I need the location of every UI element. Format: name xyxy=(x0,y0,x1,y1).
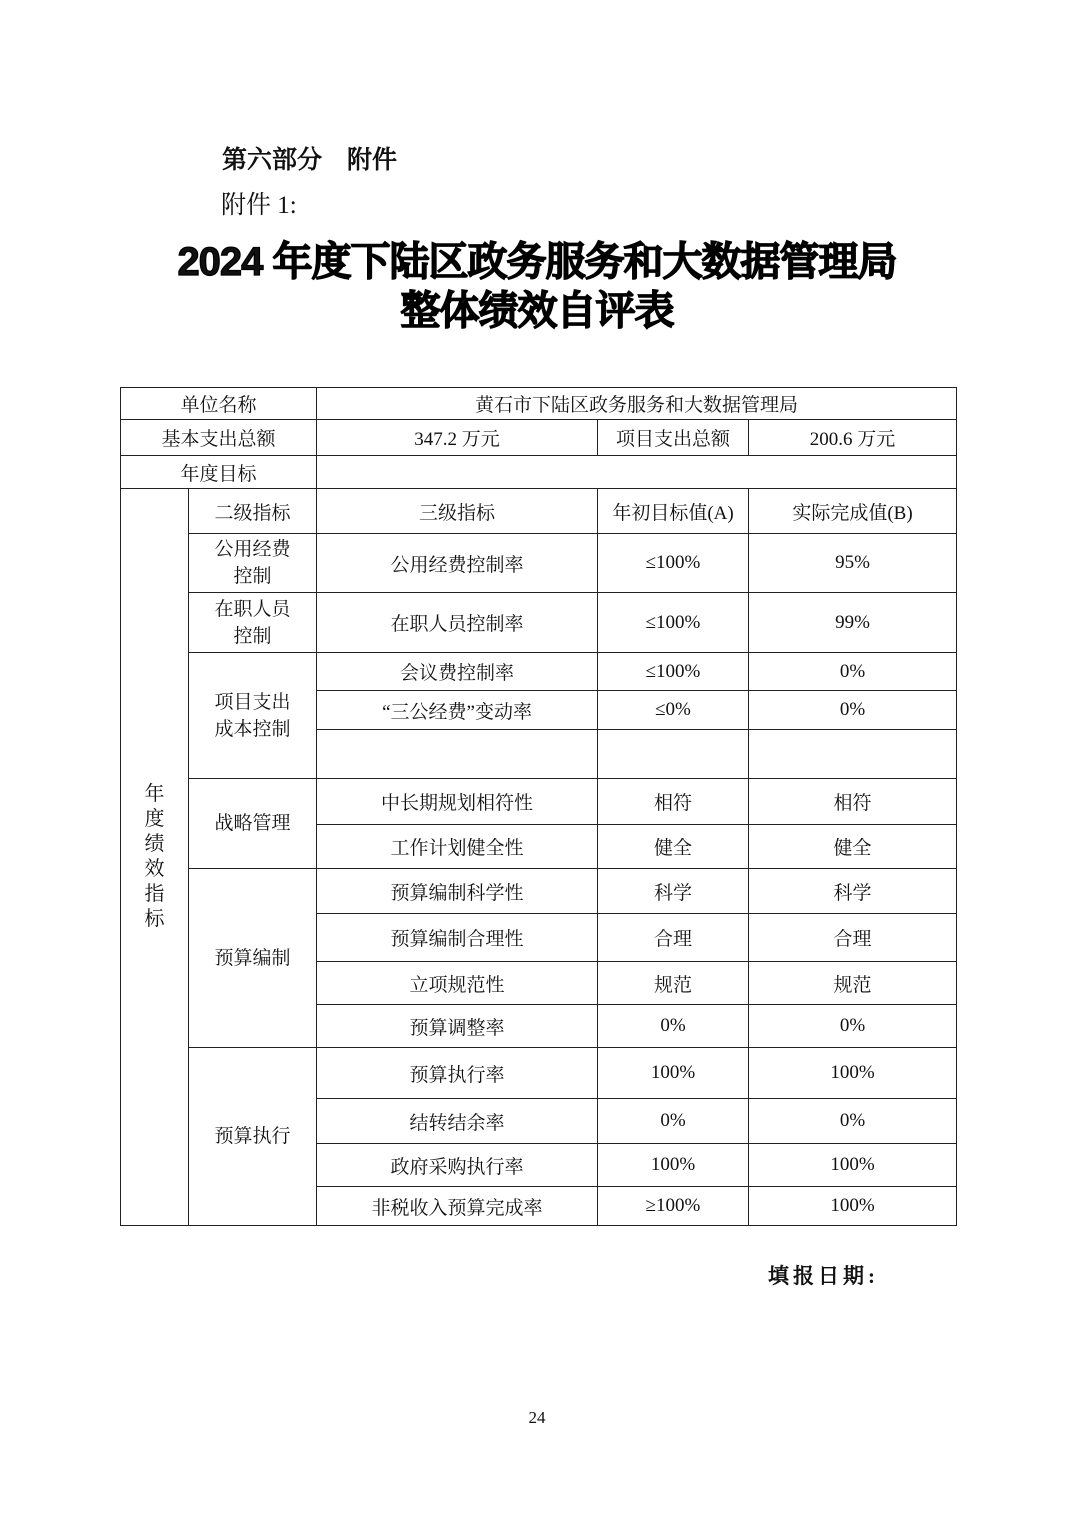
group-strategy-management: 战略管理 xyxy=(189,779,317,869)
self-evaluation-table xyxy=(120,387,957,1226)
unit-name-value: 黄石市下陆区政务服务和大数据管理局 xyxy=(317,388,957,420)
table-row xyxy=(121,388,957,420)
unit-name-label: 单位名称 xyxy=(121,388,317,420)
indicator-label: 立项规范性 xyxy=(317,962,598,1005)
target-value: 0% xyxy=(598,1099,749,1144)
page-number: 24 xyxy=(528,1408,546,1427)
attachment-label: 附件 1: xyxy=(221,192,297,219)
actual-value: 规范 xyxy=(749,962,957,1005)
empty-cell xyxy=(749,730,957,779)
actual-value: 合理 xyxy=(749,914,957,962)
table-row xyxy=(121,779,957,825)
actual-value: 99% xyxy=(749,593,957,653)
indicator-label: 在职人员控制率 xyxy=(317,593,598,653)
fill-date-label: 填报日期: xyxy=(768,1264,879,1288)
indicator-label: 工作计划健全性 xyxy=(317,825,598,869)
indicator-label: 预算编制合理性 xyxy=(317,914,598,962)
indicator-label: “三公经费”变动率 xyxy=(317,691,598,730)
indicator-label: 预算调整率 xyxy=(317,1005,598,1048)
target-value: 合理 xyxy=(598,914,749,962)
actual-value: 科学 xyxy=(749,869,957,914)
target-value: 规范 xyxy=(598,962,749,1005)
target-value: ≥100% xyxy=(598,1187,749,1226)
actual-value: 0% xyxy=(749,653,957,691)
indicator-label: 预算编制科学性 xyxy=(317,869,598,914)
indicator-label: 中长期规划相符性 xyxy=(317,779,598,825)
table-row xyxy=(121,653,957,691)
annual-goal-label: 年度目标 xyxy=(121,456,317,489)
table-row xyxy=(121,593,957,653)
group-staff-control: 在职人员控制 xyxy=(189,593,317,653)
group-budget-preparation: 预算编制 xyxy=(189,869,317,1048)
group-budget-execution: 预算执行 xyxy=(189,1048,317,1226)
basic-expense-label: 基本支出总额 xyxy=(121,420,317,456)
table-header-row xyxy=(121,489,957,534)
target-value: ≤0% xyxy=(598,691,749,730)
project-expense-label: 项目支出总额 xyxy=(598,420,749,456)
actual-value: 0% xyxy=(749,1099,957,1144)
side-label-text: 年度绩效指标 xyxy=(144,783,165,930)
target-value: ≤100% xyxy=(598,593,749,653)
header-level3: 三级指标 xyxy=(317,489,598,534)
actual-value: 100% xyxy=(749,1187,957,1226)
target-value: 100% xyxy=(598,1048,749,1099)
actual-value: 0% xyxy=(749,1005,957,1048)
table-row xyxy=(121,534,957,593)
indicator-label: 政府采购执行率 xyxy=(317,1144,598,1187)
table-row xyxy=(121,1048,957,1099)
actual-value: 健全 xyxy=(749,825,957,869)
group-project-cost-control: 项目支出成本控制 xyxy=(189,653,317,779)
empty-cell xyxy=(317,730,598,779)
empty-cell xyxy=(598,730,749,779)
actual-value: 0% xyxy=(749,691,957,730)
actual-value: 95% xyxy=(749,534,957,593)
table-row xyxy=(121,456,957,489)
table-row xyxy=(121,420,957,456)
section-heading: 第六部分 附件 xyxy=(222,146,398,174)
header-level2: 二级指标 xyxy=(189,489,317,534)
target-value: 100% xyxy=(598,1144,749,1187)
header-actual: 实际完成值(B) xyxy=(749,489,957,534)
indicator-label: 预算执行率 xyxy=(317,1048,598,1099)
document-title-line1: 2024 年度下陆区政务服务和大数据管理局 xyxy=(177,240,897,284)
target-value: 相符 xyxy=(598,779,749,825)
indicator-label: 公用经费控制率 xyxy=(317,534,598,593)
annual-goal-value xyxy=(317,456,957,489)
target-value: 健全 xyxy=(598,825,749,869)
actual-value: 相符 xyxy=(749,779,957,825)
indicator-label: 会议费控制率 xyxy=(317,653,598,691)
document-title-line2: 整体绩效自评表 xyxy=(400,289,674,333)
target-value: 科学 xyxy=(598,869,749,914)
indicator-label: 结转结余率 xyxy=(317,1099,598,1144)
actual-value: 100% xyxy=(749,1144,957,1187)
indicator-label: 非税收入预算完成率 xyxy=(317,1187,598,1226)
actual-value: 100% xyxy=(749,1048,957,1099)
project-expense-value: 200.6 万元 xyxy=(749,420,957,456)
document-title xyxy=(0,238,1074,336)
header-target: 年初目标值(A) xyxy=(598,489,749,534)
target-value: 0% xyxy=(598,1005,749,1048)
group-public-expense-control: 公用经费控制 xyxy=(189,534,317,593)
side-label-annual-performance-indicators xyxy=(121,489,189,1226)
target-value: ≤100% xyxy=(598,534,749,593)
target-value: ≤100% xyxy=(598,653,749,691)
basic-expense-value: 347.2 万元 xyxy=(317,420,598,456)
table-row xyxy=(121,869,957,914)
